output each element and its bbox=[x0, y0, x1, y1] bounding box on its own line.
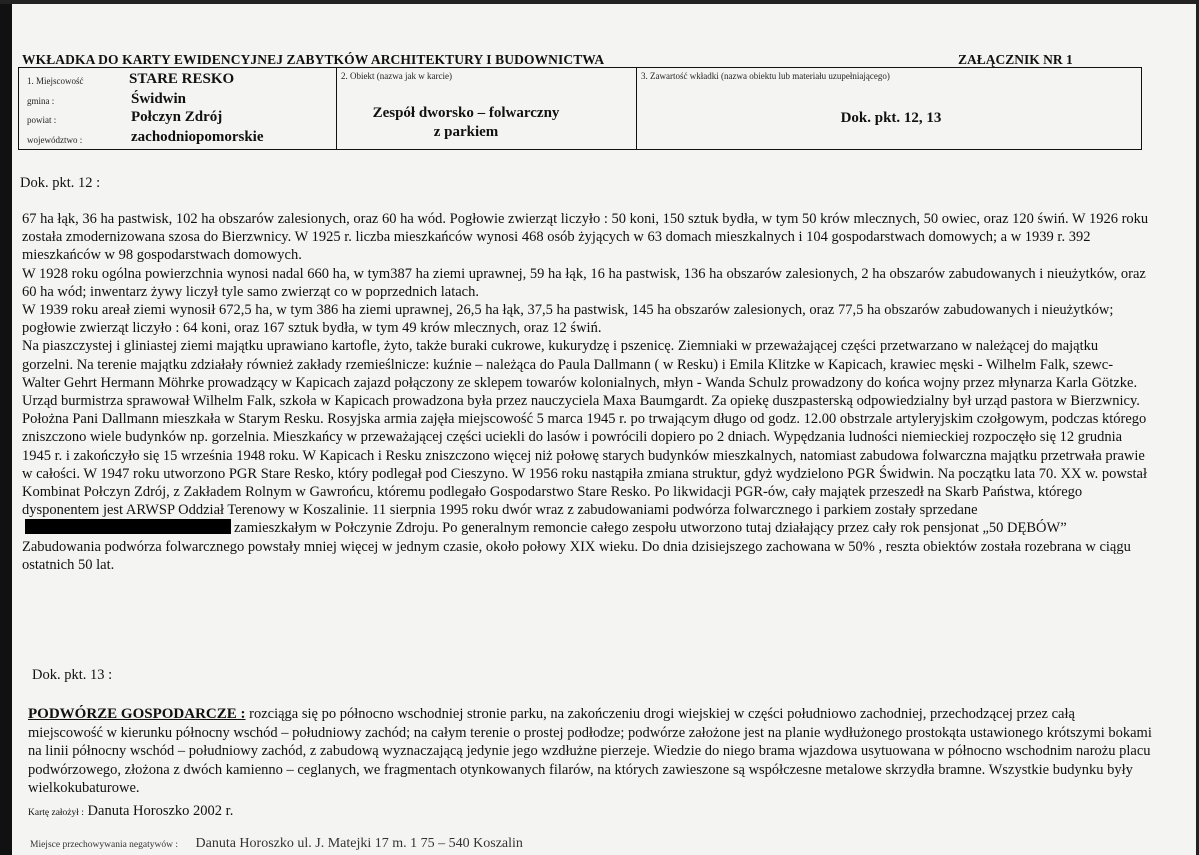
gmina-label: gmina : bbox=[27, 96, 55, 106]
paragraph bbox=[22, 337, 1152, 537]
storage-line bbox=[30, 836, 523, 852]
locality-label: 1. Miejscowość bbox=[27, 76, 84, 86]
redaction-bar bbox=[25, 519, 231, 534]
author-value: Danuta Horoszko 2002 r. bbox=[87, 803, 234, 819]
section-label-pkt13: Dok. pkt. 13 : bbox=[32, 667, 113, 683]
content-value: Dok. pkt. 12, 13 bbox=[840, 110, 942, 126]
pkt13-body bbox=[28, 705, 1153, 798]
paragraph: W 1928 roku ogólna powierzchnia wynosi nadal 660 ha, w tym387 ha ziemi uprawnej, 59 ha łąk, 16 ha pastwisk, 136 ha obszarów zalesionych, 2 ha obszarów zabudowanych i nieużytków, oraz 60 ha wód; inwentarz żywy liczył tyle samo zwierząt co w poprzednich latach. bbox=[22, 265, 1146, 300]
gmina-value: Świdwin bbox=[131, 91, 187, 107]
powiat-value: Połczyn Zdrój bbox=[131, 109, 223, 125]
paragraph: 67 ha łąk, 36 ha pastwisk, 102 ha obszarów zalesionych, oraz 60 ha wód. Pogłowie zwierząt liczyło : 50 koni, 150 sztuk bydła, w tym 50 krów mlecznych, 50 owiec, oraz 120 świń. W 1926 roku została zmodernizowana szosa do Bierzwnicy. W 1925 r. liczba mieszkańców wynosi 468 osób żyjących w 63 domach mieszkalnych i 104 gospodarstwach domowych; a w 1939 r. 392 mieszkańców w 98 gospodarstwach domowych. bbox=[22, 211, 1149, 264]
storage-label: Miejsce przechowywania negatywów : bbox=[30, 840, 178, 850]
section-label-pkt12: Dok. pkt. 12 : bbox=[20, 175, 101, 191]
powiat-label: powiat : bbox=[27, 115, 57, 125]
column-divider bbox=[336, 68, 337, 149]
paragraph: W 1939 roku areał ziemi wynosił 672,5 ha, w tym 386 ha ziemi uprawnej, 26,5 ha łąk, 37,5 ha pastwisk, 145 ha obszarów zalesionych, oraz 77,5 ha obszarów zabudowanych i nieużytków; pogłowie zwierząt liczyło : 64 koni, oraz 167 sztuk bydła, w tym 49 krów mlecznych, oraz 12 świń. bbox=[22, 302, 1114, 337]
object-name bbox=[341, 104, 591, 142]
locality-value: STARE RESKO bbox=[129, 71, 235, 87]
storage-value: Danuta Horoszko ul. J. Matejki 17 m. 1 75 – 540 Koszalin bbox=[195, 836, 523, 851]
paragraph-part: zamieszkałym w Połczynie Zdroju. Po generalnym remoncie całego zespołu utworzono tutaj działający przez cały rok pensjonat „50 DĘBÓW” bbox=[234, 520, 1067, 537]
voivodeship-value: zachodniopomorskie bbox=[131, 129, 264, 145]
object-name-line2: z parkiem bbox=[433, 124, 499, 140]
scan-left-edge bbox=[0, 0, 12, 855]
column-divider bbox=[636, 68, 637, 149]
document-title: WKŁADKA DO KARTY EWIDENCYJNEJ ZABYTKÓW ARCHITEKTURY I BUDOWNICTWA bbox=[22, 52, 605, 67]
paragraph-part: Na piaszczystej i gliniastej ziemi majątku uprawiano kartofle, żyto, także buraki cukrowe, kukurydzę i pszenicę. Ziemniaki w przeważającej części przetwarzano w należącej do majątku gorzelni. Na terenie majątku zdziałały również zakłady rzemieślnicze: kuźnie – należąca do Paula Dallmann ( w Resku) i Emila Klitzke w Kapicach, krawiec męski - Wilhelm Falk, szewc- Walter Gehrt Hermann Möhrke prowadzący w Kapicach zajazd połączony ze sklepem towarów kolonialnych, młyn - Wanda Schulz prowadzony do końca wojny przez młynarza Karla Götzke. Urząd burmistrza sprawował Wilhelm Falk, szkoła w Kapicach prowadzona była przez nauczyciela Maxa Baumgardt. Za opiekę duszpasterską odpowiedzialny był urząd pastora w Bierzwnicy. Położna Pani Dallmann mieszkała w Starym Resku. Rosyjska armia zajęła miejscowość 5 marca 1945 r. po trwającym długo od godz. 12.00 obstrzale artyleryjskim czołgowym, podczas którego zniszczono wiele budynków np. gorzelnia. Mieszkańcy w przeważającej części uciekli do lasów i powrócili dopiero po 2 dniach. Wypędzania ludności niemieckiej rozpoczęło się 12 grudnia 1945 r. i zakończyło się 15 września 1948 roku. W Kapicach i Resku zniszczono więcej niż połowę starych budynków mieszkalnych, natomiast zabudowa folwarczna majątku przetrwała prawie w całości. W 1947 roku utworzono PGR Stare Resko, który podlegał pod Cieszyno. W 1956 roku nastąpiła zmiana struktur, gdyż wydzielono PGR Świdwin. Na początku lata 70. XX w. powstał Kombinat Połczyn Zdrój, z Zakładem Rolnym w Gawrońcu, któremu podlegało Gospodarstwo Stare Resko. Po likwidacji PGR-ów, cały majątek przeszedł na Skarb Państwa, którego dysponentem jest ARWSP Oddział Terenowy w Koszalinie. 11 sierpnia 1995 roku dwór wraz z zabudowaniami podwórza folwarcznego i parkiem zostały sprzedane bbox=[22, 338, 1148, 519]
author-line bbox=[28, 803, 233, 820]
voivodeship-label: województwo : bbox=[27, 135, 83, 145]
paragraph: Zabudowania podwórza folwarcznego powstały mniej więcej w jednym czasie, około połowy XIX wieku. Do dnia dzisiejszego zachowana w 50% , reszta obiektów została rozebrana w ciągu ostatnich 50 lat. bbox=[22, 538, 1131, 573]
pkt12-body bbox=[22, 210, 1152, 574]
object-name-line1: Zespół dworsko – folwarczny bbox=[372, 105, 560, 121]
author-label: Kartę założył : bbox=[28, 808, 84, 818]
scan-top-edge bbox=[0, 0, 1199, 4]
annex-number: ZAŁĄCZNIK NR 1 bbox=[958, 52, 1073, 67]
content-label: 3. Zawartość wkładki (nazwa obiektu lub materiału uzupełniającego) bbox=[641, 71, 890, 81]
farmyard-heading: PODWÓRZE GOSPODARCZE : bbox=[28, 706, 246, 722]
object-label: 2. Obiekt (nazwa jak w karcie) bbox=[341, 71, 452, 81]
farmyard-description: rozciąga się po północno wschodniej stronie parku, na zakończeniu drogi wiejskiej w części południowo zachodniej, przechodzącej przez całą miejscowość w kierunku północny wschód – południowy zachód; na całym terenie o prostej podłodze; podwórze założone jest na planie wydłużonego prostokąta ustawionego krótszymi bokami na linii północny wschód – południowy zachód, z zabudową wyznaczającą jedynie jego wzdłużne pierzeje. Wiedzie do niego brama wjazdowa usytuowana w północno wschodnim narożu placu podwórzowego, złożona z dwóch kamienno – ceglanych, we fragmentach otynkowanych filarów, na których zawieszone są współczesne metalowe skrzydła bramne. Wszystkie budynku były wielkokubaturowe. bbox=[28, 706, 1152, 796]
header-form-table bbox=[18, 67, 1142, 150]
